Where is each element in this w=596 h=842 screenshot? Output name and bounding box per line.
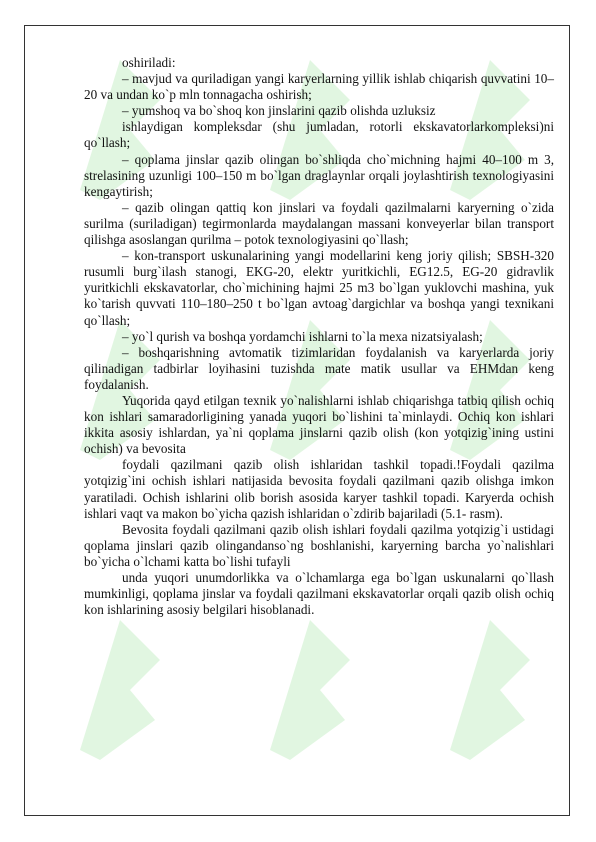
paragraph: foydali qazilmani qazib olish ishlaridan tashkil topadi.!Foydali qazilma yotqizig`ini ochish ishlari natijasida bevosita foydali qazilmani qazib olishga imkon yaratiladi. Ochish ishlarini olib borish asosida karyer tashkil topadi. Karyerda ochish ishlari vaqt va makon bo`yicha qazish ishlaridan o`zdirib bajariladi (5.1- rasm). — [84, 457, 554, 521]
paragraph: – yumshoq va bo`shoq kon jinslarini qazib olishda uzluksiz — [122, 103, 436, 119]
paragraph: – boshqarishning avtomatik tizimlaridan foydalanish va karyerlarda joriy qilinadigan tadbirlar loyihasini tuzishda mate matik usullar va EHMdan keng foydalanish. — [84, 344, 554, 392]
watermark-icon — [60, 600, 180, 770]
paragraph: Bevosita foydali qazilmani qazib olish ishlari foydali qazilma yotqizig`i ustidagi qoplama jinslari qazib olingandanso`ng boshlanishi, karyerning barcha yo`nalishlari bo`yicha o`lchami katta bo`lishi tufayli — [84, 521, 554, 569]
watermark-icon — [430, 600, 550, 770]
paragraph: – qazib olingan qattiq kon jinslari va foydali qazilmalarni karyerning o`zida surilma (suriladigan) tegirmonlarda maydalangan massani konveyerlar bilan transport qilishga asoslangan qurilma – potok texnologiyasini qo`llash; — [84, 199, 554, 248]
paragraph: ishlaydigan kompleksdar (shu jumladan, rotorli ekskavatorlarkompleksi)ni qo`llash; — [84, 119, 554, 151]
paragraph: oshiriladi: — [122, 55, 176, 70]
paragraph: unda yuqori unumdorlikka va o`lchamlarga ega bo`lgan uskunalarni qo`llash mumkinligi, qoplama jinslar va foydali qazilmani ekskavatorlar orqali qazib olish ochiq kon ishlarining asosiy belgilari hisoblanadi. — [84, 570, 554, 618]
paragraph: – qoplama jinslar qazib olingan bo`shliqda cho`michning hajmi 40–100 m 3, strelasining uzunligi 100–150 m bo`lgan draglaynlar orqali joylashtirish texnologiyasini kengaytirish; — [84, 151, 554, 199]
paragraph: Yuqorida qayd etilgan texnik yo`nalishlarni ishlab chiqarishga tatbiq qilish ochiq kon ishlari samaradorligining yanada yuqori bo`lishini ta`minlaydi. Ochiq kon ishlari ikkita asosiy ishlardan, ya`ni qoplama jinslarni qazib olish (kon yotqizig`ining ustini ochish) va bevosita — [84, 392, 554, 457]
watermark-icon — [250, 600, 370, 770]
document-body — [84, 55, 554, 618]
paragraph: – mavjud va quriladigan yangi karyerlarning yillik ishlab chiqarish quvvatini 10–20 va undan ko`p mln tonnagacha oshirish; — [84, 71, 554, 103]
paragraph: – yo`l qurish va boshqa yordamchi ishlarni to`la mexa nizatsiyalash; — [122, 328, 483, 344]
paragraph: – kon-transport uskunalarining yangi modellarini keng joriy qilish; SBSH-320 rusumli burg`ilash stanogi, EKG-20, elektr yuritkichli, EG12.5, EG-20 gidravlik yuritkichli ekskavatorlar, cho`michining hajmi 25 m3 bo`lgan yuklovchi mashina, yuk ko`tarish quvvati 110–180–250 t bo`lgan avtoag`dargichlar va boshqa yangi texnikani qo`llash; — [84, 248, 554, 328]
